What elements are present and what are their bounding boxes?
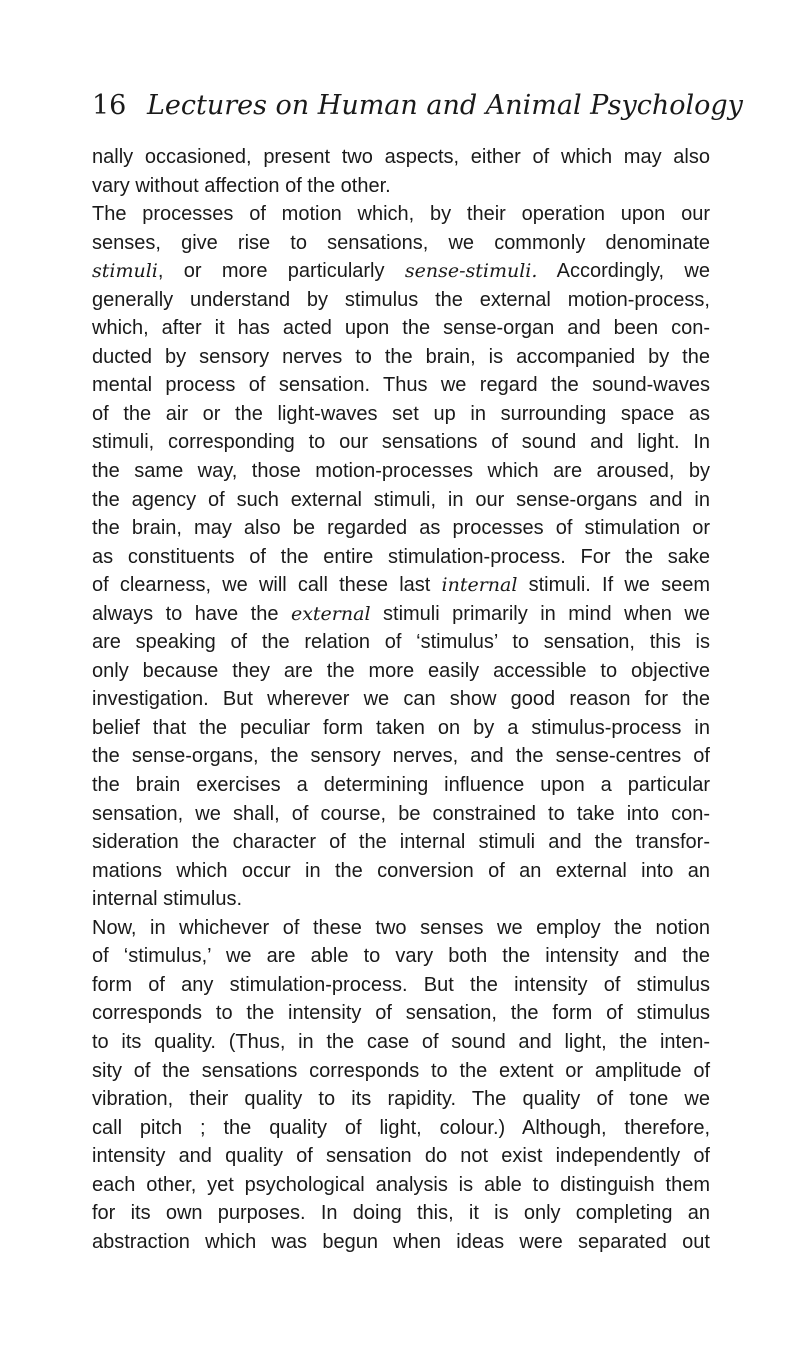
text-run: of ‘stimulus,’ we are able to vary both the intensity and the <box>92 945 710 968</box>
text-line <box>92 200 710 229</box>
text-line <box>92 514 710 543</box>
text-run: which, after it has acted upon the sense-organ and been con- <box>92 317 710 340</box>
text-run: always to have the <box>92 602 291 625</box>
text-run: vibration, their quality to its rapidity. The quality of tone we <box>92 1088 710 1111</box>
text-run: investigation. But wherever we can show good reason for the <box>92 688 710 711</box>
text-run: belief that the peculiar form taken on by a stimulus-process in <box>92 716 710 739</box>
text-line <box>92 229 710 258</box>
text-line <box>92 857 710 886</box>
text-run: the agency of such external stimuli, in our sense-organs and in <box>92 488 710 511</box>
text-run: corresponds to the intensity of sensation, the form of stimulus <box>92 1002 710 1025</box>
italic-term: external <box>290 602 371 625</box>
text-run: generally understand by stimulus the external motion-process, <box>92 288 710 311</box>
text-line <box>92 314 710 343</box>
text-line <box>92 1171 710 1200</box>
text-line <box>92 685 710 714</box>
text-run: of the air or the light-waves set up in surrounding space as <box>92 402 710 425</box>
text-line <box>92 885 710 914</box>
text-run: the brain exercises a determining influence upon a particular <box>92 774 710 797</box>
running-header <box>92 88 743 128</box>
text-line <box>92 657 710 686</box>
text-line <box>92 800 710 829</box>
text-run: to its quality. (Thus, in the case of sound and light, the inten- <box>92 1030 710 1053</box>
text-run: the sense-organs, the sensory nerves, and the sense-centres of <box>92 745 710 768</box>
italic-term: stimuli <box>92 260 158 283</box>
text-run: ducted by sensory nerves to the brain, is accompanied by the <box>92 345 710 368</box>
text-run: Accordingly, we <box>537 260 710 283</box>
text-run: vary without affection of the other. <box>92 174 391 197</box>
text-line <box>92 1028 710 1057</box>
text-run: sideration the character of the internal stimuli and the transfor- <box>92 831 710 854</box>
text-run: stimuli primarily in mind when we <box>370 602 710 625</box>
text-run: the brain, may also be regarded as processes of stimulation or <box>92 517 710 540</box>
text-run: stimuli, corresponding to our sensations of sound and light. In <box>92 431 710 454</box>
text-line <box>92 742 710 771</box>
text-run: mations which occur in the conversion of an external into an <box>92 859 710 882</box>
text-line <box>92 571 710 600</box>
text-run: of clearness, we will call these last <box>92 574 442 597</box>
text-line <box>92 971 710 1000</box>
text-run: as constituents of the entire stimulation-process. For the sake <box>92 545 710 568</box>
text-line <box>92 999 710 1028</box>
text-run: each other, yet psychological analysis is able to distinguish them <box>92 1173 710 1196</box>
text-run: for its own purposes. In doing this, it is only completing an <box>92 1202 710 1225</box>
text-line <box>92 914 710 943</box>
text-line <box>92 1142 710 1171</box>
text-line <box>92 400 710 429</box>
text-line <box>92 172 710 201</box>
page-number: 16 <box>92 90 127 121</box>
text-run: are speaking of the relation of ‘stimulus’ to sensation, this is <box>92 631 710 654</box>
text-line <box>92 828 710 857</box>
text-run: abstraction which was begun when ideas were separated out <box>92 1230 710 1253</box>
text-line <box>92 942 710 971</box>
italic-term: sense-stimuli. <box>404 260 538 283</box>
text-line <box>92 371 710 400</box>
text-line <box>92 1228 710 1257</box>
body-text <box>92 143 710 1256</box>
text-line <box>92 343 710 372</box>
text-run: stimuli. If we seem <box>517 574 710 597</box>
text-line <box>92 457 710 486</box>
text-line <box>92 257 710 286</box>
text-line <box>92 486 710 515</box>
text-run: call pitch ; the quality of light, colour.) Although, therefore, <box>92 1116 710 1139</box>
text-line <box>92 1114 710 1143</box>
text-run: internal stimulus. <box>92 888 243 911</box>
text-line <box>92 1199 710 1228</box>
text-line <box>92 428 710 457</box>
text-line <box>92 1057 710 1086</box>
running-title: Lectures on Human and Animal Psychology <box>146 90 743 121</box>
italic-term: internal <box>441 574 518 597</box>
text-run: only because they are the more easily accessible to objective <box>92 659 710 682</box>
text-run: the same way, those motion-processes which are aroused, by <box>92 460 710 483</box>
text-run: nally occasioned, present two aspects, either of which may also <box>92 146 710 168</box>
text-run: sity of the sensations corresponds to the extent or amplitude of <box>92 1059 710 1082</box>
text-line <box>92 600 710 629</box>
text-run: mental process of sensation. Thus we regard the sound-waves <box>92 374 710 397</box>
text-line <box>92 1085 710 1114</box>
text-run: sensation, we shall, of course, be constrained to take into con- <box>92 802 710 825</box>
text-line <box>92 771 710 800</box>
text-line <box>92 714 710 743</box>
text-line <box>92 543 710 572</box>
text-run: intensity and quality of sensation do not exist independently of <box>92 1145 710 1168</box>
text-run: Now, in whichever of these two senses we employ the notion <box>92 916 710 939</box>
text-line <box>92 286 710 315</box>
text-run: The processes of motion which, by their operation upon our <box>92 203 710 226</box>
text-line <box>92 143 710 172</box>
text-run: form of any stimulation-process. But the intensity of stimulus <box>92 973 710 996</box>
text-run: , or more particularly <box>157 260 405 283</box>
text-line <box>92 628 710 657</box>
text-run: senses, give rise to sensations, we commonly denominate <box>92 231 710 254</box>
